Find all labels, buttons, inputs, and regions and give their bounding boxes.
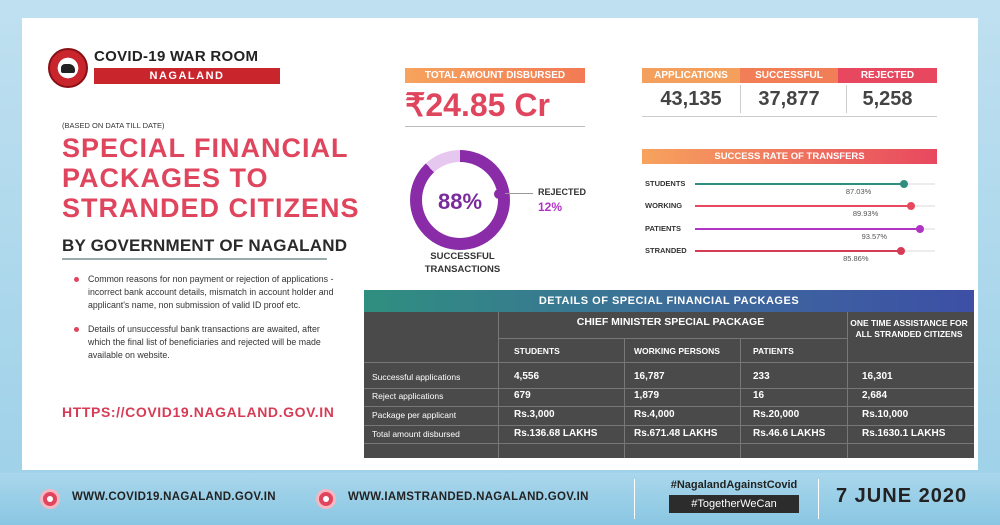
table-cell: Rs.20,000: [753, 409, 800, 420]
table-cell: Rs.671.48 LAKHS: [634, 428, 718, 439]
rate-marker: [916, 225, 924, 233]
note-item: Common reasons for non payment or rejection of applications - incorrect bank account details, mismatch in account holder and applicant's name, non submission of valid ID proof etc.: [74, 273, 344, 312]
col-students: STUDENTS: [514, 346, 560, 356]
row-label: Total amount disbursed: [372, 429, 460, 439]
rejected-label: REJECTED: [538, 187, 587, 197]
table-cell: 16,301: [862, 371, 893, 382]
table-cell: 2,684: [862, 390, 888, 401]
rate-label: WORKING: [645, 201, 683, 210]
rejected-count-value: 5,258: [862, 88, 913, 110]
rate-bar: [695, 183, 904, 185]
rate-track: [695, 250, 935, 263]
divider: [405, 126, 585, 127]
row-label: Package per applicant: [372, 410, 457, 420]
footer-url-iamstranded[interactable]: WWW.IAMSTRANDED.NAGALAND.GOV.IN: [348, 491, 589, 503]
based-on-note: (BASED ON DATA TILL DATE): [62, 121, 165, 130]
rate-marker: [897, 247, 905, 255]
rate-label: PATIENTS: [645, 224, 681, 233]
cm-package-head: CHIEF MINISTER SPECIAL PACKAGE: [576, 316, 765, 328]
donut-marker: [494, 189, 504, 199]
note-item: Details of unsuccessful bank transactions are awaited, after which the final list of beneficiaries and rejected will be made available on website.: [74, 323, 344, 362]
rejected-leader-line: [505, 193, 533, 194]
rejected-count-label: REJECTED: [838, 68, 937, 83]
nagaland-seal-icon: [48, 48, 88, 88]
rate-value: 89.93%: [852, 209, 879, 218]
table-cell: Rs.46.6 LAKHS: [753, 428, 826, 439]
rate-marker: [907, 202, 915, 210]
rate-track: [695, 183, 935, 196]
table-cell: 1,879: [634, 390, 660, 401]
applications-value: 43,135: [660, 88, 722, 110]
divider: [62, 258, 327, 260]
rate-row-patients: [645, 224, 935, 250]
byline: BY GOVERNMENT OF NAGALAND: [62, 236, 348, 255]
donut-percent: 88%: [437, 189, 483, 214]
notes-list: [74, 273, 344, 373]
hashtag-nagaland: #NagalandAgainstCovid: [670, 479, 798, 491]
col-patients: PATIENTS: [753, 346, 794, 356]
successful-value: 37,877: [758, 88, 820, 110]
one-time-assistance-head: ONE TIME ASSISTANCE FOR ALL STRANDED CITIZENS: [850, 318, 968, 339]
table-cell: Rs.3,000: [514, 409, 555, 420]
globe-icon: [316, 489, 336, 509]
total-label: TOTAL AMOUNT DISBURSED: [405, 68, 585, 83]
packages-table: [364, 290, 974, 458]
rate-label: STRANDED: [645, 246, 687, 255]
table-cell: Rs.136.68 LAKHS: [514, 428, 598, 439]
rate-value: 93.57%: [861, 232, 887, 241]
divider: [642, 116, 937, 117]
globe-icon: [40, 489, 60, 509]
logo-title: COVID-19 WAR ROOM: [94, 48, 259, 65]
rate-value: 87.03%: [845, 187, 872, 196]
col-working-persons: WORKING PERSONS: [634, 346, 720, 356]
success-donut: [410, 150, 510, 250]
rate-bar: [695, 205, 911, 207]
table-cell: 16: [753, 390, 765, 401]
rate-value: 85.86%: [843, 254, 869, 263]
divider: [818, 479, 819, 519]
rejected-percent: 12%: [538, 200, 563, 214]
divider: [740, 85, 741, 113]
rate-marker: [900, 180, 908, 188]
successful-transactions-label: SUCCESSFUL TRANSACTIONS: [424, 251, 501, 275]
table-cell: Rs.4,000: [634, 409, 675, 420]
war-room-logo: [48, 48, 259, 90]
table-cell: 4,556: [514, 371, 540, 382]
row-label: Reject applications: [372, 391, 444, 401]
rate-row-stranded: [645, 246, 935, 272]
applications-label: APPLICATIONS: [642, 68, 740, 83]
footer-url-covid19[interactable]: WWW.COVID19.NAGALAND.GOV.IN: [72, 491, 276, 503]
total-value: ₹24.85 Cr: [405, 87, 550, 123]
table-cell: Rs.10,000: [862, 409, 909, 420]
headline: SPECIAL FINANCIAL PACKAGES TO STRANDED CITIZENS: [62, 133, 360, 223]
rate-row-working: [645, 201, 935, 227]
rate-bar: [695, 228, 920, 230]
rate-bar: [695, 250, 901, 252]
footer-date: 7 JUNE 2020: [836, 485, 968, 507]
divider: [846, 85, 847, 113]
divider: [634, 479, 635, 519]
footer-bar: [0, 473, 1000, 525]
site-link[interactable]: HTTPS://COVID19.NAGALAND.GOV.IN: [62, 404, 335, 420]
table-cell: 233: [753, 371, 770, 382]
rate-row-students: [645, 179, 935, 205]
rate-track: [695, 205, 935, 218]
table-cell: 679: [514, 390, 531, 401]
rate-track: [695, 228, 935, 241]
hashtag-together: #TogetherWeCan: [669, 495, 799, 513]
logo-subtitle: NAGALAND: [94, 68, 280, 84]
row-label: Successful applications: [372, 372, 461, 382]
table-title: DETAILS OF SPECIAL FINANCIAL PACKAGES: [364, 290, 974, 312]
table-cell: Rs.1630.1 LAKHS: [862, 428, 946, 439]
table-cell: 16,787: [634, 371, 665, 382]
successful-label: SUCCESSFUL: [740, 68, 838, 83]
rate-label: STUDENTS: [645, 179, 686, 188]
success-rate-label: SUCCESS RATE OF TRANSFERS: [642, 149, 937, 164]
